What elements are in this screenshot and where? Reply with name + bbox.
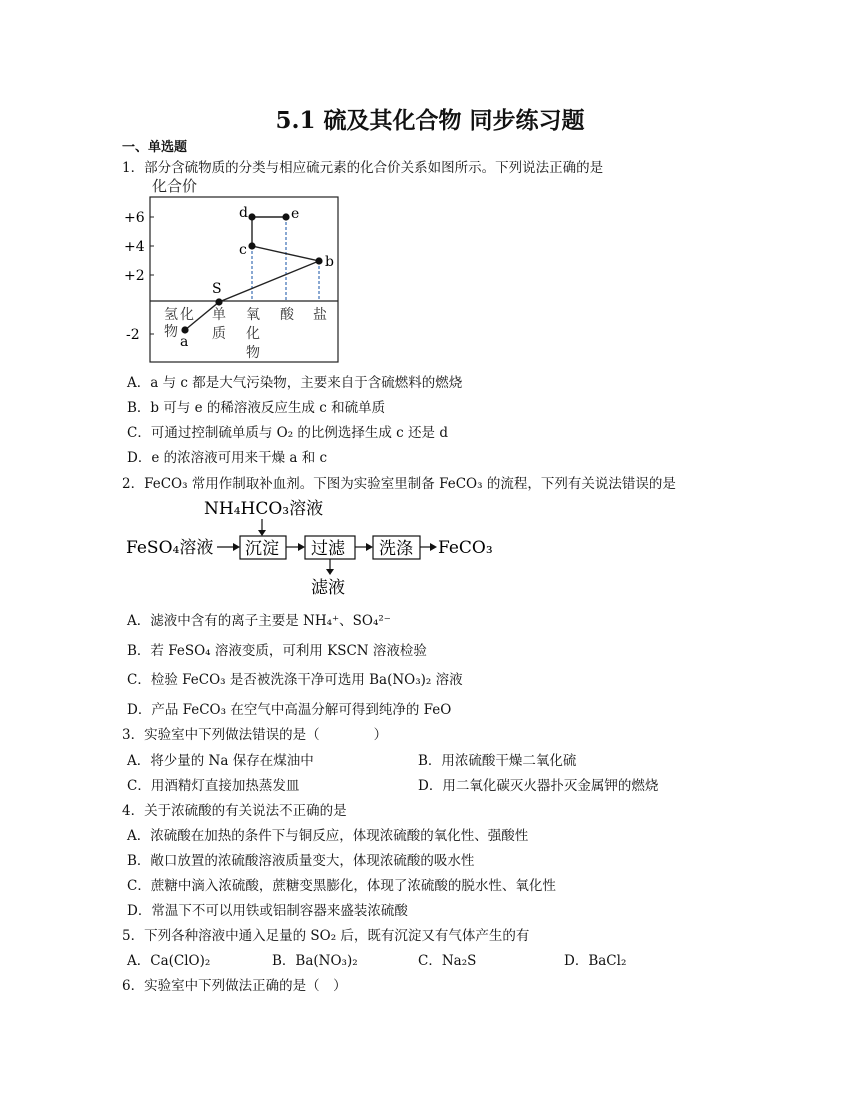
diagram-ylabel: 化合价 [152,177,198,195]
flow-start: FeSO₄溶液 [126,538,214,558]
q4-option-a: A．浓硫酸在加热的条件下与铜反应，体现浓硫酸的氧化性、强酸性 [127,828,529,844]
q4-option-d: D．常温下不可以用铁或铝制容器来盛装浓硫酸 [127,903,408,919]
sulfur-valence-diagram [118,174,348,366]
q1-option-a: A．a 与 c 都是大气污染物，主要来自于含硫燃料的燃烧 [127,375,463,391]
flow-output-bottom: 滤液 [311,578,345,598]
svg-text:质: 质 [212,326,226,342]
svg-text:物: 物 [164,324,178,340]
section-heading: 一、单选题 [122,140,188,155]
q3-option-b: B．用浓硫酸干燥二氧化硫 [418,753,577,769]
ytick-plus4: +4 [124,239,145,255]
q3-option-c: C．用酒精灯直接加热蒸发皿 [127,778,300,794]
question-2-stem: 2．FeCO₃ 常用作制取补血剂。下图为实验室里制备 FeCO₃ 的流程，下列有关说法错误的是 [122,476,676,492]
q1-option-b: B．b 可与 e 的稀溶液反应生成 c 和硫单质 [127,400,386,416]
category-salt: 盐 [313,307,327,323]
category-element [212,307,226,342]
question-6-stem: 6．实验室中下列做法正确的是（ ） [122,978,347,994]
svg-text:氧: 氧 [246,307,260,323]
q1-option-c: C．可通过控制硫单质与 O₂ 的比例选择生成 c 还是 d [127,425,448,441]
q5-option-b: B．Ba(NO₃)₂ [272,953,358,969]
q5-option-a: A．Ca(ClO)₂ [127,953,211,969]
svg-text:化: 化 [180,307,194,323]
feco3-flow-diagram [124,494,499,600]
point-d: d [239,205,248,221]
question-5-stem: 5．下列各种溶液中通入足量的 SO₂ 后，既有沉淀又有气体产生的有 [122,928,530,944]
page-title: 5.1 硫及其化合物 同步练习题 [275,107,585,134]
point-a: a [180,334,189,350]
point-s: S [212,281,222,297]
q5-option-d: D．BaCl₂ [564,953,627,969]
q3-option-a: A．将少量的 Na 保存在煤油中 [127,753,314,769]
question-1-stem: 1．部分含硫物质的分类与相应硫元素的化合价关系如图所示。下列说法正确的是 [122,160,604,176]
q1-option-d: D．e 的浓溶液可用来干燥 a 和 c [127,450,328,466]
q2-option-d: D．产品 FeCO₃ 在空气中高温分解可得到纯净的 FeO [127,702,452,718]
svg-text:化: 化 [246,326,260,342]
question-3-stem: 3．实验室中下列做法错误的是（ ） [122,727,388,743]
q5-option-c: C．Na₂S [418,953,477,969]
flow-step-precipitate: 沉淀 [245,539,279,559]
svg-text:单: 单 [212,307,226,323]
q2-option-b: B．若 FeSO₄ 溶液变质，可利用 KSCN 溶液检验 [127,643,427,659]
svg-text:氢: 氢 [164,307,178,323]
point-e: e [291,206,300,222]
point-c: c [239,242,247,258]
flow-product: FeCO₃ [438,538,493,558]
svg-text:物: 物 [246,345,260,361]
flow-step-filter: 过滤 [311,539,345,559]
ytick-minus2: -2 [126,327,140,343]
point-b: b [325,254,334,270]
q4-option-b: B．敞口放置的浓硫酸溶液质量变大，体现浓硫酸的吸水性 [127,853,475,869]
category-acid: 酸 [280,307,294,323]
flow-input-top: NH₄HCO₃溶液 [204,499,324,519]
flow-step-wash: 洗涤 [379,539,413,559]
ytick-plus6: +6 [124,210,145,226]
ytick-plus2: +2 [124,268,145,284]
category-oxide [246,307,260,361]
q2-option-c: C．检验 FeCO₃ 是否被洗涤干净可选用 Ba(NO₃)₂ 溶液 [127,672,463,688]
q3-option-d: D．用二氧化碳灭火器扑灭金属钾的燃烧 [418,778,659,794]
question-4-stem: 4．关于浓硫酸的有关说法不正确的是 [122,803,347,819]
category-hydride [164,307,194,340]
q2-option-a: A．滤液中含有的离子主要是 NH₄⁺、SO₄²⁻ [127,613,391,629]
q4-option-c: C．蔗糖中滴入浓硫酸，蔗糖变黑膨化，体现了浓硫酸的脱水性、氧化性 [127,878,556,894]
